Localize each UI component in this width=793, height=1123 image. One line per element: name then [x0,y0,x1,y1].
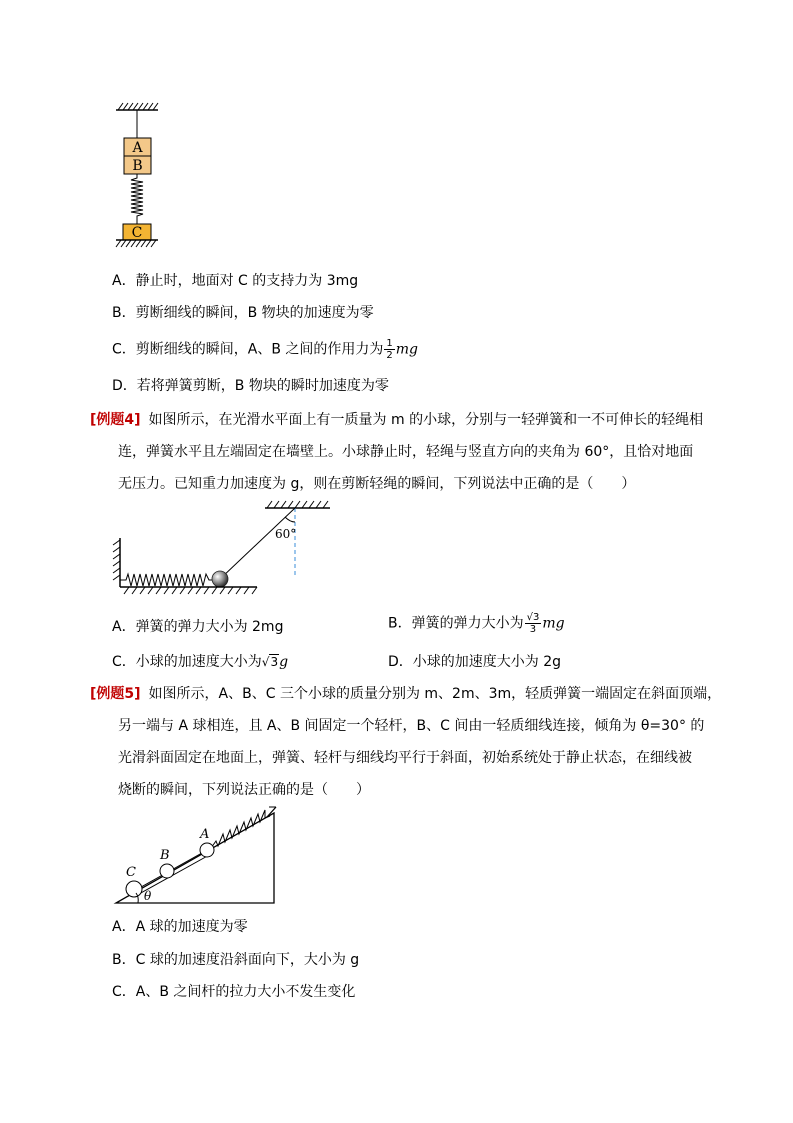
q3-option-a: A．静止时，地面对 C 的支持力为 3mg [112,273,359,289]
theta-label: θ [144,889,152,903]
block-c-label: C [131,225,143,241]
q4-option-b-text: B．弹簧的弹力大小为 [388,615,524,632]
rope [220,508,295,579]
fraction-denominator: 3 [529,624,537,635]
ball-c-label: C [126,865,136,880]
q5-line-4: 烧断的瞬间，下列说法正确的是（ ） [118,782,370,798]
q3-option-c-text: C．剪断细线的瞬间，A、B 之间的作用力为 [112,341,384,358]
fraction-numerator: 1 [386,338,393,349]
q4-tag: [例题4] [90,412,141,428]
horizontal-spring [120,574,212,586]
sqrt-radicand: 3 [270,655,279,669]
fraction-numerator: √3 [526,612,540,623]
q3-option-b: B．剪断细线的瞬间，B 物块的加速度为零 [112,305,374,321]
q4-option-b [388,612,565,635]
q3-option-c [112,338,418,361]
q4-line-2: 连，弹簧水平且左端固定在墙壁上。小球静止时，轻绳与竖直方向的夹角为 60°，且恰对地面 [118,444,694,460]
q5-line-2: 另一端与 A 球相连，且 A、B 间固定一个轻杆，B、C 间由一轻质细线连接，倾角为 θ=30° 的 [118,718,705,734]
angle-arc [285,517,295,522]
vertical-spring [131,174,143,224]
ball-b-label: B [160,848,170,863]
q5-line-1: 如图所示，A、B、C 三个小球的质量分别为 m、2m、3m，轻质弹簧一端固定在斜面顶端， [148,686,722,702]
ball-a [200,843,214,857]
q4-option-c-unit: g [279,654,289,670]
spring-ball-rope-figure [112,500,342,600]
q4-option-a: A．弹簧的弹力大小为 2mg [112,619,284,635]
q4-line-3: 无压力。已知重力加速度为 g，则在剪断轻绳的瞬间，下列说法中正确的是（ ） [118,476,636,492]
q5-line-3: 光滑斜面固定在地面上，弹簧、轻杆与细线均平行于斜面，初始系统处于静止状态，在细线被 [118,750,692,766]
ball-a-label: A [200,827,210,842]
q4-option-d: D．小球的加速度大小为 2g [388,654,562,670]
q4-stem [90,404,704,500]
q5-option-a: A．A 球的加速度为零 [112,919,248,935]
q4-option-c [112,652,288,672]
q5-tag: [例题5] [90,686,141,702]
ball [212,571,228,587]
incline-balls-figure [110,805,285,905]
angle-label: 60° [275,527,297,541]
q3-option-c-unit: mg [395,341,419,358]
q5-stem [90,678,722,806]
q5-option-b: B．C 球的加速度沿斜面向下，大小为 g [112,952,360,968]
fraction-denominator: 2 [386,350,393,361]
q4-line-1: 如图所示，在光滑水平面上有一质量为 m 的小球，分别与一轻弹簧和一不可伸长的轻绳相 [148,412,704,428]
q3-option-d: D．若将弹簧剪断，B 物块的瞬时加速度为零 [112,378,389,394]
ball-c [126,881,142,897]
fraction-root3-over-3 [525,612,542,635]
block-b-label: B [132,158,143,174]
q4-option-b-unit: mg [542,615,565,632]
sqrt-three: √3 [261,655,279,669]
hanging-blocks-figure [110,100,170,255]
ball-b [160,864,174,878]
q4-option-c-text: C．小球的加速度大小为 [112,654,262,670]
block-a-label: A [132,140,143,156]
incline-spring [211,810,270,848]
q5-option-c: C．A、B 之间杆的拉力大小不发生变化 [112,984,356,1000]
fraction-one-half [384,338,394,361]
